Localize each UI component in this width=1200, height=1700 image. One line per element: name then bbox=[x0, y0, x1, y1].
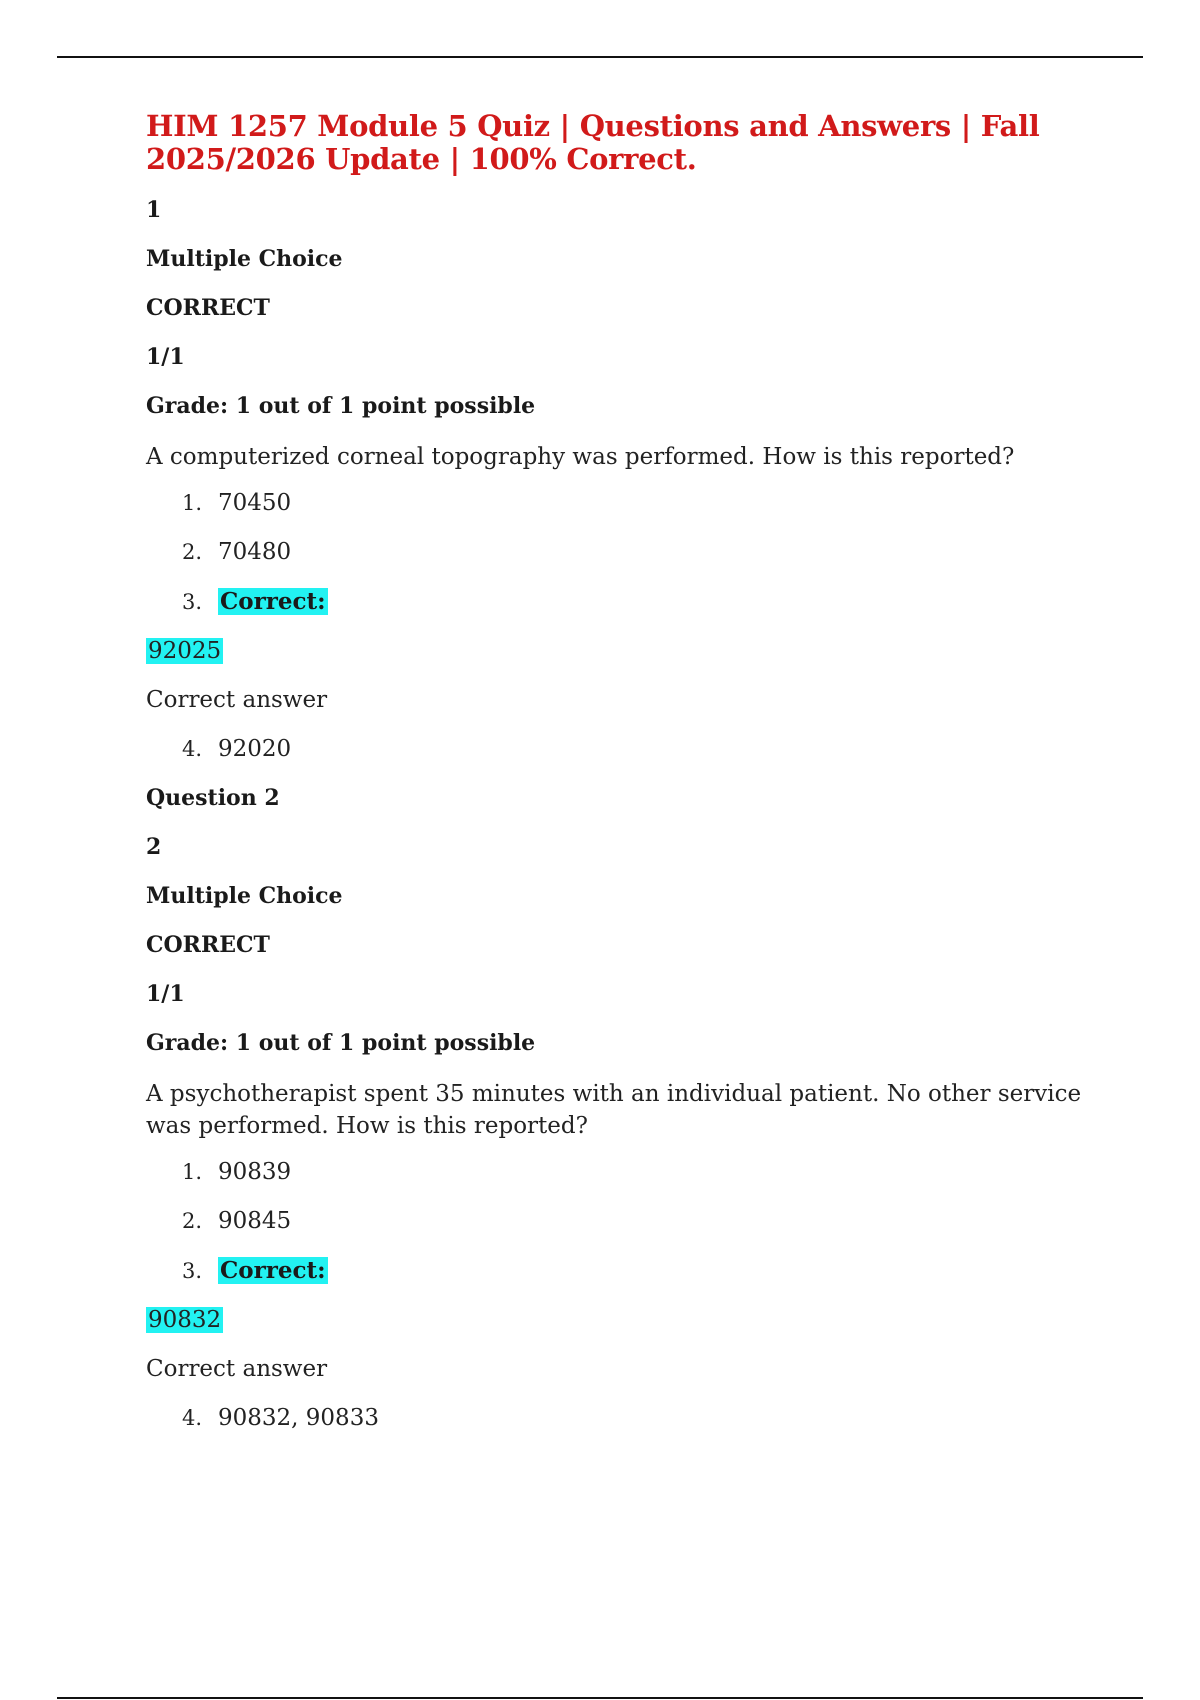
option-number: 4. bbox=[182, 737, 203, 761]
answer-option-3 bbox=[146, 1256, 1086, 1286]
correct-answer-note: Correct answer bbox=[146, 1356, 328, 1382]
correct-value: 92025 bbox=[148, 638, 222, 664]
correct-value-line bbox=[146, 1306, 1086, 1335]
bottom-rule bbox=[57, 1697, 1143, 1699]
answer-option-4 bbox=[146, 735, 1086, 764]
answer-option-1 bbox=[146, 1158, 1086, 1187]
option-number: 3. bbox=[182, 1259, 203, 1283]
option-number: 4. bbox=[182, 1406, 203, 1430]
option-number: 1. bbox=[182, 1160, 203, 1184]
answer-option-4 bbox=[146, 1404, 1086, 1433]
option-number: 2. bbox=[182, 1209, 203, 1233]
document-title: HIM 1257 Module 5 Quiz | Questions and Answers | Fall 2025/2026 Update | 100% Correct. bbox=[146, 109, 1040, 176]
question-type: Multiple Choice bbox=[146, 246, 343, 272]
option-value: 70480 bbox=[218, 539, 292, 565]
option-value: 90839 bbox=[218, 1159, 292, 1185]
answer-option-3 bbox=[146, 587, 1086, 617]
correct-value: 90832 bbox=[148, 1307, 222, 1333]
option-number: 1. bbox=[182, 491, 203, 515]
question-text: A computerized corneal topography was performed. How is this reported? bbox=[146, 444, 1015, 470]
question-score: 1/1 bbox=[146, 981, 185, 1007]
question-heading: Question 2 bbox=[146, 785, 280, 811]
correct-answer-note: Correct answer bbox=[146, 687, 328, 713]
answer-option-2 bbox=[146, 538, 1086, 567]
option-value: 90845 bbox=[218, 1208, 292, 1234]
question-grade: Grade: 1 out of 1 point possible bbox=[146, 393, 536, 419]
question-text: A psychotherapist spent 35 minutes with an individual patient. No other service was performed. How is this reported? bbox=[146, 1081, 1082, 1139]
question-score: 1/1 bbox=[146, 344, 185, 370]
question-2 bbox=[146, 784, 1086, 1433]
option-value: 70450 bbox=[218, 490, 292, 516]
question-type: Multiple Choice bbox=[146, 883, 343, 909]
question-number: 2 bbox=[146, 834, 162, 860]
question-status: CORRECT bbox=[146, 932, 270, 958]
question-number: 1 bbox=[146, 197, 162, 223]
option-value: 92020 bbox=[218, 736, 292, 762]
option-number: 2. bbox=[182, 540, 203, 564]
option-number: 3. bbox=[182, 590, 203, 614]
correct-value-line bbox=[146, 637, 1086, 666]
answer-option-2 bbox=[146, 1207, 1086, 1236]
option-value: 90832, 90833 bbox=[218, 1405, 379, 1431]
question-1 bbox=[146, 196, 1086, 764]
correct-label: Correct: bbox=[220, 588, 326, 615]
top-rule bbox=[57, 56, 1143, 58]
answer-option-1 bbox=[146, 489, 1086, 518]
correct-label: Correct: bbox=[220, 1257, 326, 1284]
question-grade: Grade: 1 out of 1 point possible bbox=[146, 1030, 536, 1056]
question-status: CORRECT bbox=[146, 295, 270, 321]
document-body bbox=[146, 110, 1086, 1453]
